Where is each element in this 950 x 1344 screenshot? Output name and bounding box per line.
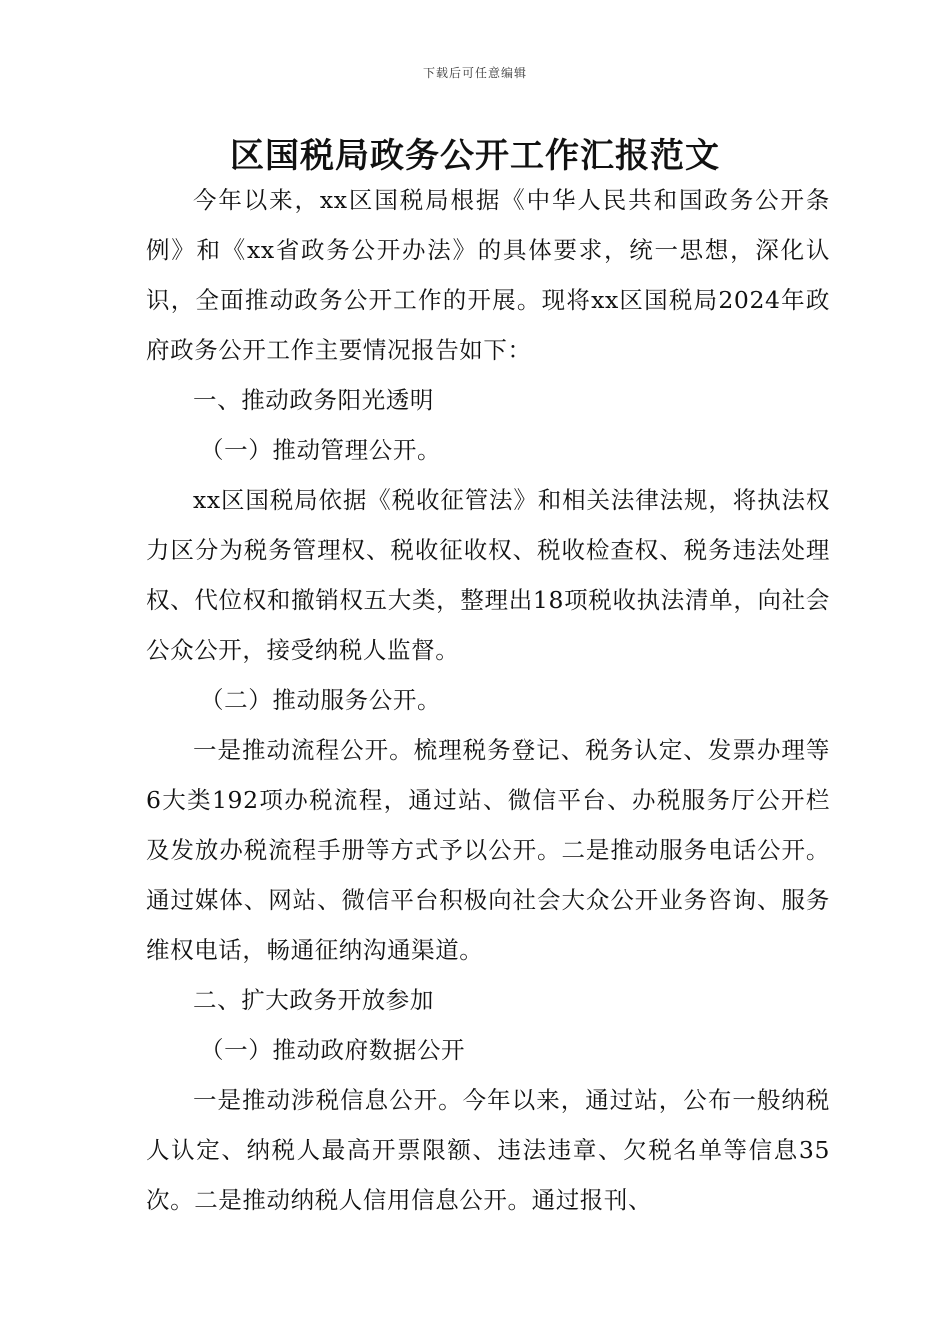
subsection-heading-1-1: （一）推动管理公开。 [200, 436, 442, 464]
document-body [146, 175, 830, 1225]
paragraph-management: xx区国税局依据《税收征管法》和相关法律法规，将执法权力区分为税务管理权、税收征收权、税收检查权、税务违法处理权、代位权和撤销权五大类，整理出18项税收执法清单，向社会公众公开，接受纳税人监督。 [146, 486, 830, 664]
section-heading-2: 二、扩大政务开放参加 [193, 986, 434, 1014]
section-heading-1: 一、推动政务阳光透明 [193, 386, 434, 414]
subsection-heading-2-1: （一）推动政府数据公开 [200, 1036, 466, 1064]
paragraph-data: 一是推动涉税信息公开。今年以来，通过站，公布一般纳税人认定、纳税人最高开票限额、违法违章、欠税名单等信息35次。二是推动纳税人信用信息公开。通过报刊、 [146, 1086, 830, 1214]
paragraph-service: 一是推动流程公开。梳理税务登记、税务认定、发票办理等6大类192项办税流程，通过站、微信平台、办税服务厅公开栏及发放办税流程手册等方式予以公开。二是推动服务电话公开。通过媒体、网站、微信平台积极向社会大众公开业务咨询、服务维权电话，畅通征纳沟通渠道。 [146, 736, 830, 964]
document-title: 区国税局政务公开工作汇报范文 [230, 136, 720, 176]
paragraph-intro: 今年以来，xx区国税局根据《中华人民共和国政务公开条例》和《xx省政务公开办法》的具体要求，统一思想，深化认识，全面推动政务公开工作的开展。现将xx区国税局2024年政府政务公开工作主要情况报告如下： [146, 186, 830, 364]
subsection-heading-1-2: （二）推动服务公开。 [200, 686, 442, 714]
header-note: 下载后可任意编辑 [422, 66, 527, 80]
